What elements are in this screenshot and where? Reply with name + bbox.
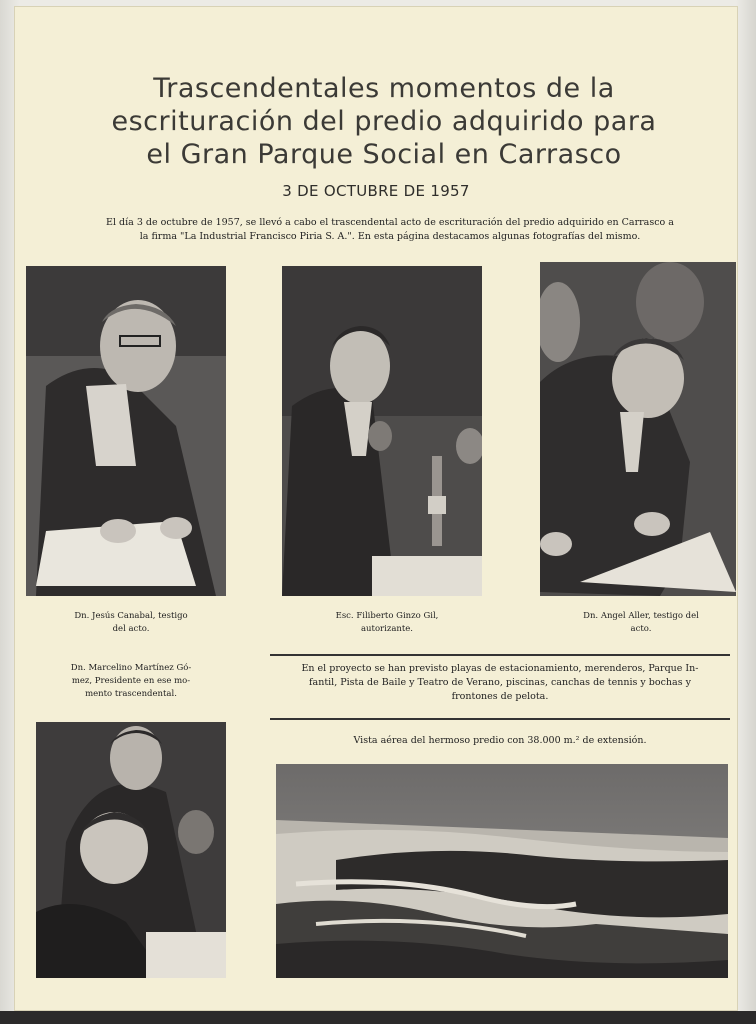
project-note bbox=[270, 662, 730, 704]
caption-line: del acto. bbox=[112, 624, 150, 634]
intro-paragraph bbox=[86, 216, 694, 244]
caption-line: Esc. Filiberto Ginzo Gil, bbox=[335, 611, 439, 621]
caption-line: mento trascendental. bbox=[85, 689, 177, 699]
event-date: 3 DE OCTUBRE DE 1957 bbox=[282, 182, 470, 200]
caption-line: mez, Presidente en ese mo- bbox=[71, 676, 191, 686]
aerial-caption: Vista aérea del hermoso predio con 38.000 m.² de extensión. bbox=[353, 735, 647, 746]
caption-line: autorizante. bbox=[360, 624, 414, 634]
photo-angel-aller bbox=[540, 262, 736, 596]
page-title bbox=[74, 72, 694, 171]
photo-marcelino-martinez bbox=[36, 722, 226, 978]
note-line: En el proyecto se han previsto playas de estacionamiento, merenderos, Parque In- bbox=[301, 663, 699, 674]
caption-line: acto. bbox=[630, 624, 652, 634]
caption-photo-2 bbox=[292, 610, 482, 636]
top-divider bbox=[270, 654, 730, 656]
note-line: fantil, Pista de Baile y Teatro de Verano, piscinas, canchas de tennis y bochas y bbox=[309, 677, 691, 688]
caption-photo-4 bbox=[36, 662, 226, 701]
photo-jesus-canabal bbox=[26, 266, 226, 596]
caption-line: Dn. Angel Aller, testigo del bbox=[583, 611, 699, 621]
newspaper-page bbox=[14, 6, 738, 1011]
intro-line: la firma "La Industrial Francisco Piria S. A.". En esta página destacamos algunas fotografías del mismo. bbox=[139, 231, 641, 242]
bottom-divider bbox=[270, 718, 730, 720]
title-line: el Gran Parque Social en Carrasco bbox=[146, 139, 622, 170]
aerial-photo bbox=[276, 764, 728, 978]
title-line: Trascendentales momentos de la bbox=[153, 73, 615, 104]
scan-bottom-edge bbox=[0, 1011, 756, 1024]
intro-line: El día 3 de octubre de 1957, se llevó a cabo el trascendental acto de escrituración del predio adquirido en Carrasco a bbox=[106, 217, 674, 228]
caption-photo-1 bbox=[36, 610, 226, 636]
photo-filiberto-ginzo bbox=[282, 266, 482, 596]
caption-line: Dn. Marcelino Martínez Gó- bbox=[70, 663, 192, 673]
caption-photo-3 bbox=[546, 610, 736, 636]
title-line: escrituración del predio adquirido para bbox=[111, 106, 657, 137]
note-line: frontones de pelota. bbox=[451, 691, 549, 702]
caption-line: Dn. Jesús Canabal, testigo bbox=[74, 611, 188, 621]
